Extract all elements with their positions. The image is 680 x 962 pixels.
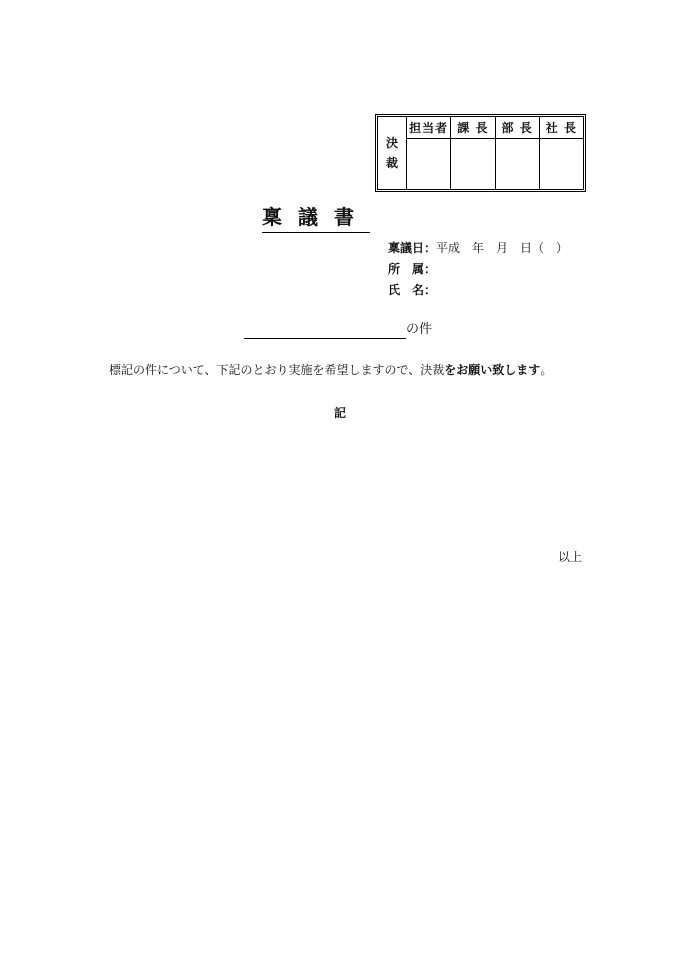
date-row: [388, 240, 568, 256]
header-kachou: 課 長: [450, 117, 494, 139]
subject-suffix: の件: [406, 322, 433, 337]
stamp-box-tantousha[interactable]: [406, 139, 450, 189]
name-label: 氏 名：: [388, 283, 437, 297]
intro-part-2: をお願い致します: [444, 363, 541, 377]
closing-text: 以上: [558, 550, 583, 564]
ki-heading: 記: [334, 406, 347, 420]
document-title: 稟議書: [262, 204, 370, 233]
dept-label: 所 属：: [388, 262, 437, 276]
approval-label-1: 決: [385, 136, 398, 150]
header-buchou: 部 長: [495, 117, 539, 139]
approval-label: [378, 117, 406, 189]
subject-line: [244, 321, 432, 339]
intro-text: [109, 362, 552, 378]
intro-part-3: 。: [540, 363, 553, 377]
dept-row: [388, 261, 436, 277]
approval-label-2: 裁: [385, 156, 398, 170]
stamp-box-kachou[interactable]: [450, 139, 494, 189]
date-value[interactable]: 平成 年 月 日（ ）: [436, 241, 569, 255]
stamp-box-buchou[interactable]: [495, 139, 539, 189]
subject-blank[interactable]: [244, 324, 406, 339]
name-row: [388, 282, 436, 298]
date-label: 稟議日：: [388, 241, 437, 255]
intro-part-1: 標記の件について、下記のとおり実施を希望しますので、決裁: [109, 363, 445, 377]
stamp-box-shachou[interactable]: [539, 139, 583, 189]
approval-stamp-table: [375, 114, 586, 192]
header-shachou: 社 長: [539, 117, 583, 139]
header-tantousha: 担当者: [406, 117, 450, 139]
